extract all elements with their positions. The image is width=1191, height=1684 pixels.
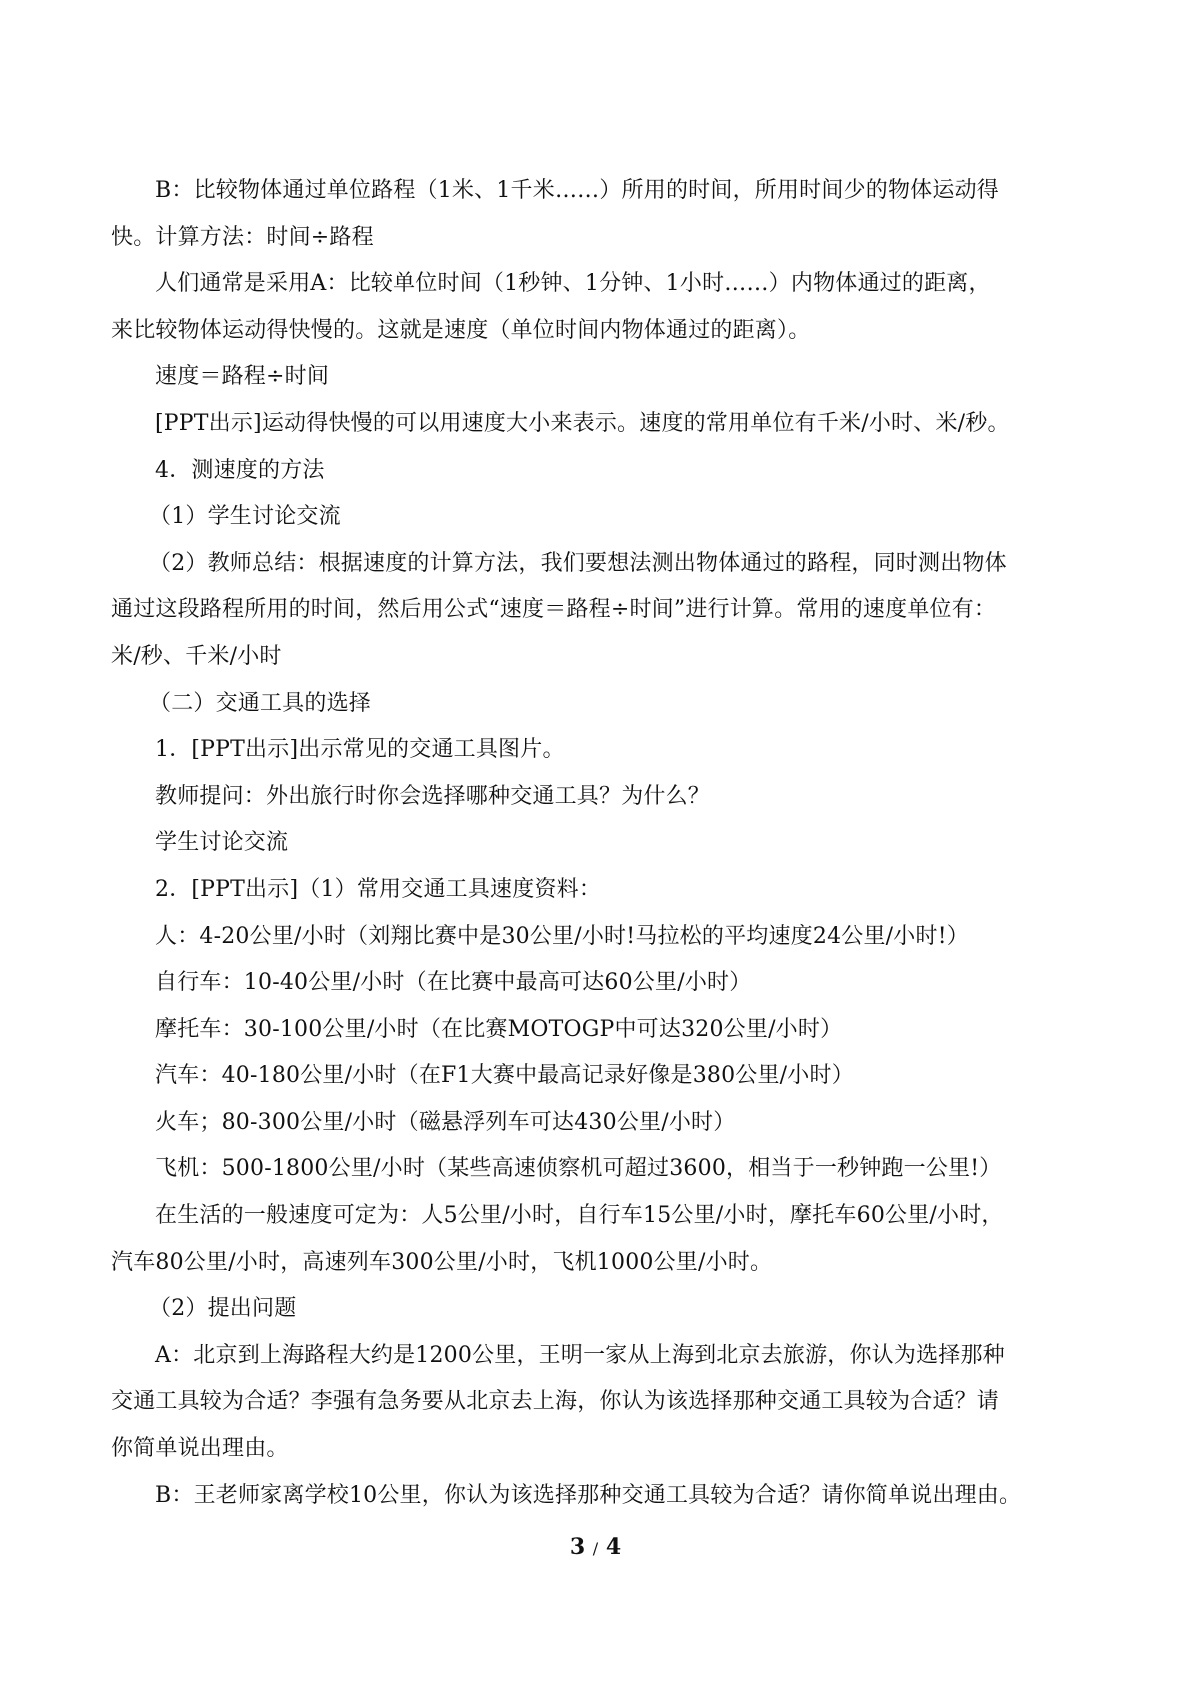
speed-data-line: 飞机：500-1800公里/小时（某些高速侦察机可超过3600，相当于一秒钟跑一公里!） [155, 1156, 1002, 1182]
text-line: （2）提出问题 [149, 1296, 297, 1322]
page-current: 3 [569, 1534, 586, 1560]
section-heading: （二）交通工具的选择 [149, 690, 372, 716]
page-total: 4 [605, 1534, 622, 1560]
speed-data-line: 人：4-20公里/小时（刘翔比赛中是30公里/小时!马拉松的平均速度24公里/小时!） [155, 923, 969, 949]
text-line: 来比较物体运动得快慢的。这就是速度（单位时间内物体通过的距离）。 [111, 317, 811, 343]
speed-data-line: 汽车：40-180公里/小时（在F1大赛中最高记录好像是380公里/小时） [155, 1063, 854, 1089]
text-line: 交通工具较为合适？李强有急务要从北京去上海，你认为该选择那种交通工具较为合适？请 [111, 1389, 1000, 1415]
text-line: 1．[PPT出示]出示常见的交通工具图片。 [155, 737, 565, 763]
page-body [111, 168, 1081, 1519]
section-heading: 4．测速度的方法 [155, 457, 325, 483]
text-line: A：北京到上海路程大约是1200公里，王明一家从上海到北京去旅游，你认为选择那种 [155, 1342, 1005, 1368]
text-line: （2）教师总结：根据速度的计算方法，我们要想法测出物体通过的路程，同时测出物体 [149, 550, 1007, 576]
text-line: 快。计算方法：时间÷路程 [111, 224, 374, 250]
text-line: B：王老师家离学校10公里，你认为该选择那种交通工具较为合适？请你简单说出理由。 [155, 1482, 1022, 1508]
page-number [0, 1532, 1191, 1564]
text-line: 在生活的一般速度可定为：人5公里/小时，自行车15公里/小时，摩托车60公里/小时， [155, 1203, 1004, 1229]
text-line: [PPT出示]运动得快慢的可以用速度大小来表示。速度的常用单位有千米/小时、米/秒。 [155, 410, 1010, 436]
text-line: 通过这段路程所用的时间，然后用公式“速度＝路程÷时间”进行计算。常用的速度单位有： [111, 597, 997, 623]
speed-data-line: 自行车：10-40公里/小时（在比赛中最高可达60公里/小时） [155, 970, 752, 996]
speed-data-line: 摩托车：30-100公里/小时（在比赛MOTOGP中可达320公里/小时） [155, 1016, 843, 1042]
text-line: 人们通常是采用A：比较单位时间（1秒钟、1分钟、1小时……）内物体通过的距离， [155, 271, 991, 297]
text-line: 教师提问：外出旅行时你会选择哪种交通工具？为什么？ [155, 783, 711, 809]
text-line: 米/秒、千米/小时 [111, 643, 282, 669]
text-line: 速度＝路程÷时间 [155, 364, 330, 390]
text-line: B：比较物体通过单位路程（1米、1千米……）所用的时间，所用时间少的物体运动得 [155, 178, 999, 203]
page-separator: / [592, 1539, 599, 1558]
text-line: （1）学生讨论交流 [149, 504, 341, 530]
text-line: 2．[PPT出示]（1）常用交通工具速度资料： [155, 876, 602, 902]
speed-data-line: 火车；80-300公里/小时（磁悬浮列车可达430公里/小时） [155, 1109, 736, 1135]
text-line: 你简单说出理由。 [111, 1436, 289, 1462]
text-line: 汽车80公里/小时，高速列车300公里/小时，飞机1000公里/小时。 [111, 1249, 773, 1275]
text-line: 学生讨论交流 [155, 830, 289, 856]
